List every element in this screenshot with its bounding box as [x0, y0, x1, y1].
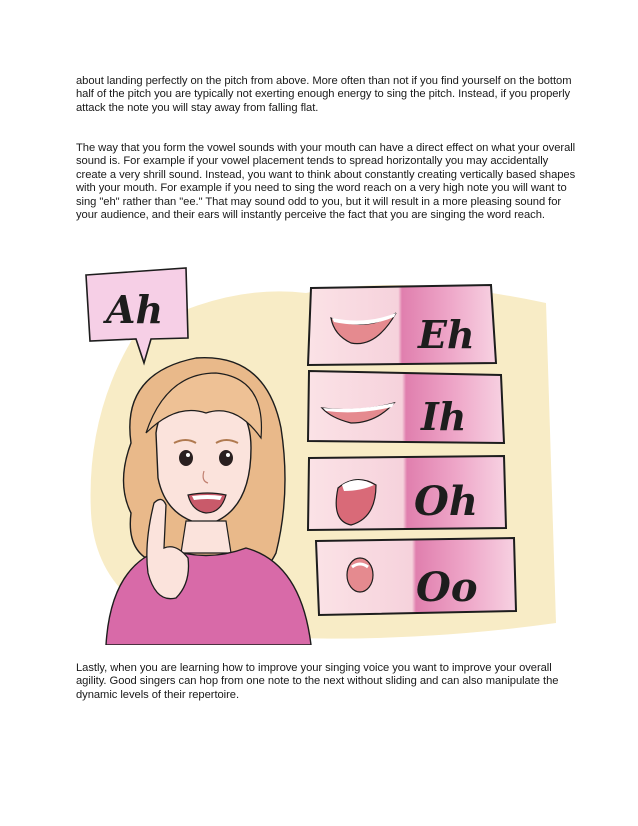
- vowel-illustration: [76, 263, 566, 645]
- vowel-panel-ih: [308, 371, 504, 443]
- panel-label-oh: Oh: [414, 478, 478, 525]
- panel-label-eh: Eh: [418, 312, 475, 357]
- vowel-panel-oo: [316, 538, 516, 615]
- speech-bubble-label: Ah: [106, 287, 164, 332]
- panel-label-ih: Ih: [421, 394, 467, 439]
- panel-label-oo: Oo: [416, 564, 478, 611]
- paragraph-pitch: about landing perfectly on the pitch from above. More often than not if you find yourself on the bottom half of the pitch you are typically not exerting enough energy to sing the pitch. Instead, if you properly attack the note you will stay away from falling flat.: [76, 75, 572, 114]
- vowel-panel-eh: [308, 285, 496, 365]
- paragraph-agility: Lastly, when you are learning how to improve your singing voice you want to improve your overall agility. Good singers can hop from one note to the next without sliding and can also manipulate the dynamic levels of their repertoire.: [76, 662, 559, 701]
- paragraph-vowels: The way that you form the vowel sounds with your mouth can have a direct effect on what your overall sound is. For example if your vowel placement tends to spread horizontally you may accidentally create a very shrill sound. Instead, you want to think about constantly creating vertically based shapes with your mouth. For example if you need to sing the word reach on a very high note you will want to sing "eh" rather than "ee." That may sound odd to you, but it will result in a more pleasing sound for your audience, and their ears will instantly perceive the fact that you are singing the word reach.: [76, 142, 576, 222]
- vowel-panel-oh: [308, 456, 506, 530]
